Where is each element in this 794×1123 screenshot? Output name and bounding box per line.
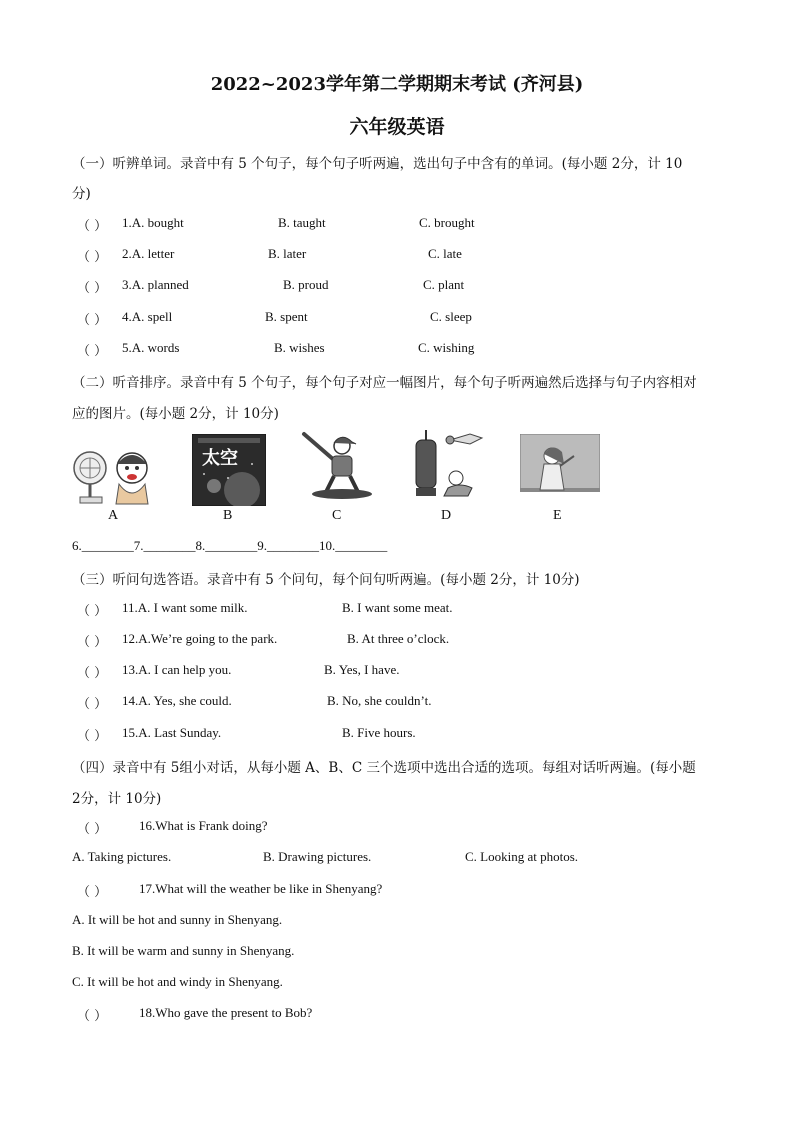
q1-option-c: C. brought xyxy=(419,215,475,230)
picture-a-label: A xyxy=(108,508,119,523)
section2-heading-line2: 应的图片。(每小题 2分，计 10分) xyxy=(72,406,279,422)
picture-b-label: B xyxy=(223,508,233,523)
picture-e-label: E xyxy=(553,508,562,523)
q1-option-a: 1.A. bought xyxy=(122,215,184,230)
q11-option-a: 11.A. I want some milk. xyxy=(122,600,248,615)
section4-heading-line1: （四）录音中有 5组小对话，从每小题 A、B、C 三个选项中选出合适的选项。每组对话听两遍。(每小题 xyxy=(72,760,696,776)
q16-option-b: B. Drawing pictures. xyxy=(263,849,372,864)
q2-option-b: B. later xyxy=(268,246,307,261)
answer-paren: （ ） xyxy=(77,729,108,744)
q4-option-a: 4.A. spell xyxy=(122,309,173,324)
q3-option-b: B. proud xyxy=(283,277,329,292)
picture-e-girl-blackboard xyxy=(520,434,600,494)
q11-option-b: B. I want some meat. xyxy=(342,600,453,615)
q16-question: 16.What is Frank doing? xyxy=(139,818,268,833)
picture-d-label: D xyxy=(441,508,452,523)
q12-option-b: B. At three o’clock. xyxy=(347,631,450,646)
q17-option-b: B. It will be warm and sunny in Shenyang. xyxy=(72,943,295,958)
answer-blanks-6-10: 6.________7.________8.________9.________10.________ xyxy=(72,538,388,553)
q17-option-a: A. It will be hot and sunny in Shenyang. xyxy=(72,912,283,927)
exam-title: 2022~2023学年第二学期期末考试 (齐河县) xyxy=(210,74,584,95)
section3-heading: （三）听问句选答语。录音中有 5 个问句，每个问句听两遍。(每小题 2分，计 10分) xyxy=(72,572,580,588)
q2-option-c: C. late xyxy=(428,246,462,261)
answer-paren: （ ） xyxy=(77,344,108,359)
q15-option-b: B. Five hours. xyxy=(342,725,416,740)
answer-paren: （ ） xyxy=(77,1009,108,1024)
answer-paren: （ ） xyxy=(77,822,108,837)
picture-a-fan-girl xyxy=(72,442,158,506)
q3-option-c: C. plant xyxy=(423,277,465,292)
answer-paren: （ ） xyxy=(77,604,108,619)
answer-paren: （ ） xyxy=(77,250,108,265)
section1-heading-line2: 分) xyxy=(72,186,91,202)
answer-paren: （ ） xyxy=(77,635,108,650)
exam-subtitle: 六年级英语 xyxy=(349,116,445,138)
picture-c-label: C xyxy=(332,508,342,523)
section4-heading-line2: 2分，计 10分) xyxy=(72,791,162,807)
picture-d-punching-bag xyxy=(408,430,486,502)
q1-option-b: B. taught xyxy=(278,215,326,230)
q15-option-a: 15.A. Last Sunday. xyxy=(122,725,222,740)
picture-b-cover-text: 太空 xyxy=(202,448,238,469)
answer-paren: （ ） xyxy=(77,697,108,712)
picture-b-space-book xyxy=(192,434,266,506)
q12-option-a: 12.A.We’re going to the park. xyxy=(122,631,278,646)
answer-paren: （ ） xyxy=(77,666,108,681)
answer-paren: （ ） xyxy=(77,885,108,900)
section1-heading-line1: （一）听辨单词。录音中有 5 个句子，每个句子听两遍，选出句子中含有的单词。(每小题 2分，计 10 xyxy=(72,156,683,172)
answer-paren: （ ） xyxy=(77,313,108,328)
q4-option-c: C. sleep xyxy=(430,309,472,324)
q13-option-b: B. Yes, I have. xyxy=(324,662,400,677)
q4-option-b: B. spent xyxy=(265,309,308,324)
q14-option-a: 14.A. Yes, she could. xyxy=(122,693,232,708)
answer-paren: （ ） xyxy=(77,281,108,296)
picture-c-baseball-player xyxy=(298,430,378,502)
answer-paren: （ ） xyxy=(77,219,108,234)
q14-option-b: B. No, she couldn’t. xyxy=(327,693,432,708)
section2-heading-line1: （二）听音排序。录音中有 5 个句子，每个句子对应一幅图片，每个句子听两遍然后选择与句子内容相对 xyxy=(72,375,697,391)
q5-option-c: C. wishing xyxy=(418,340,475,355)
q17-option-c: C. It will be hot and windy in Shenyang. xyxy=(72,974,283,989)
q3-option-a: 3.A. planned xyxy=(122,277,189,292)
q2-option-a: 2.A. letter xyxy=(122,246,175,261)
q5-option-b: B. wishes xyxy=(274,340,325,355)
q16-option-a: A. Taking pictures. xyxy=(72,849,172,864)
q16-option-c: C. Looking at photos. xyxy=(465,849,579,864)
q17-question: 17.What will the weather be like in Shenyang? xyxy=(139,881,383,896)
q5-option-a: 5.A. words xyxy=(122,340,180,355)
q13-option-a: 13.A. I can help you. xyxy=(122,662,232,677)
q18-question: 18.Who gave the present to Bob? xyxy=(139,1005,313,1020)
